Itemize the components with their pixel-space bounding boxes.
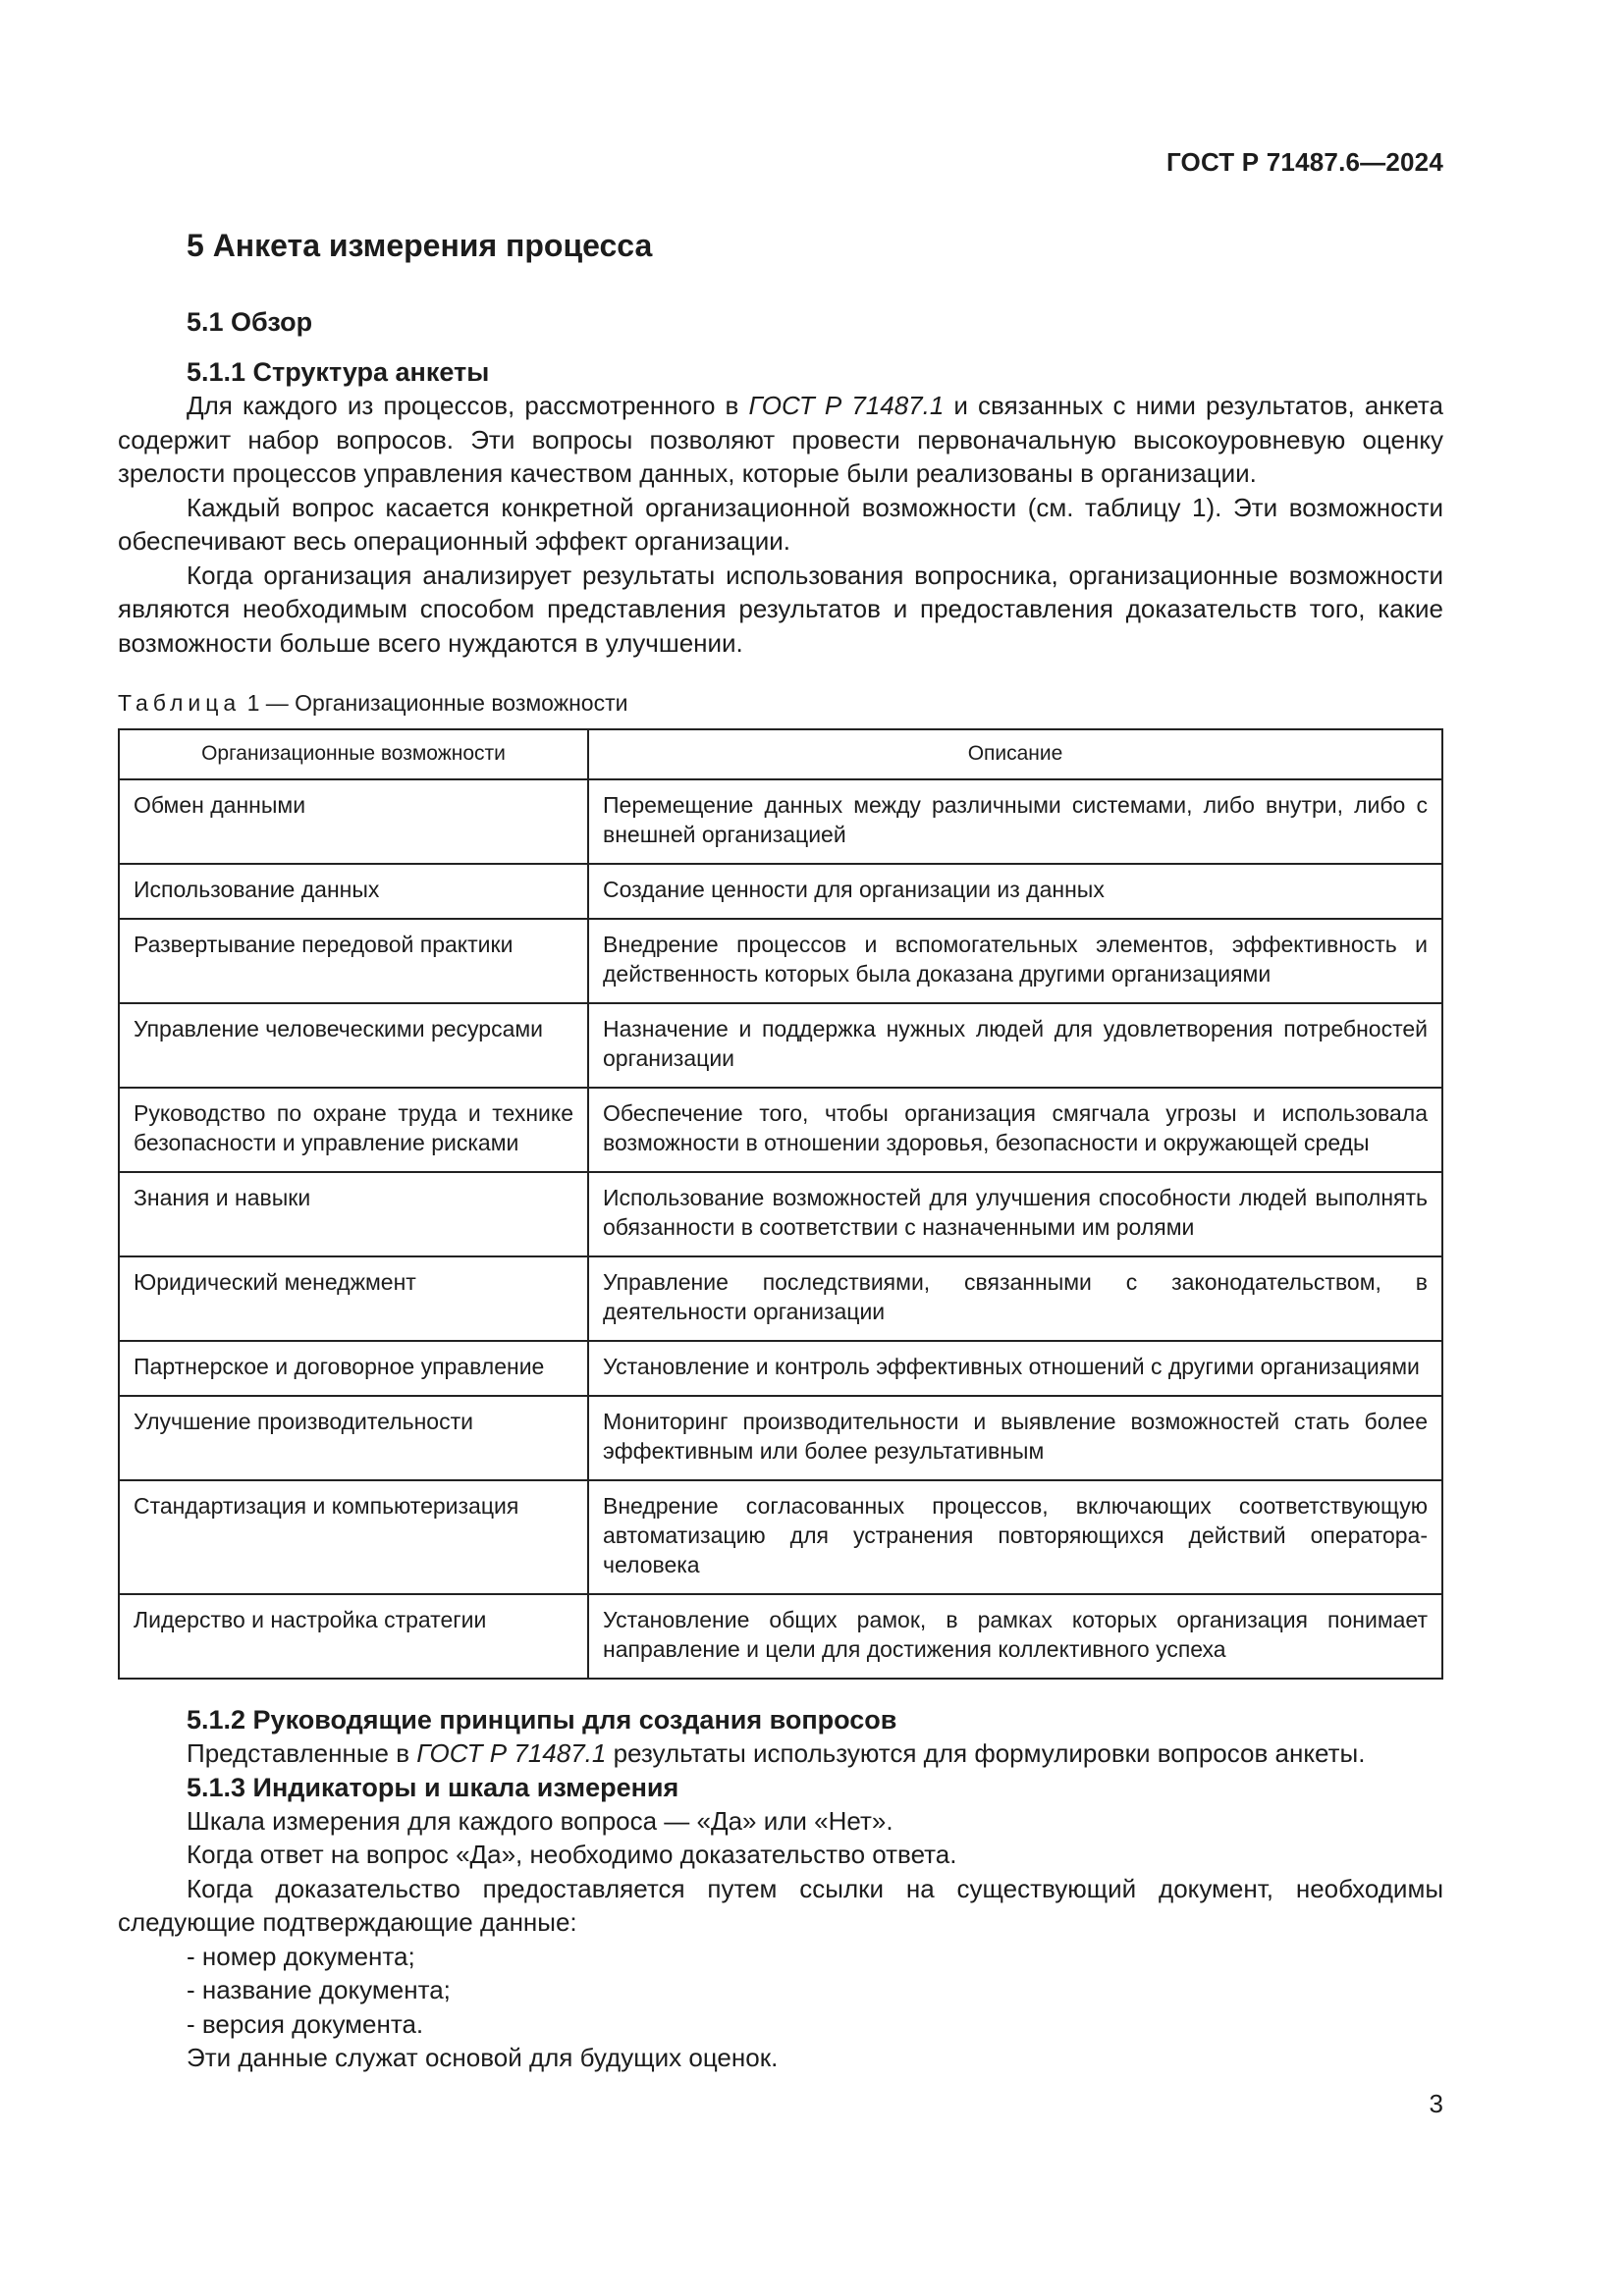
paragraph-evidence: Когда ответ на вопрос «Да», необходимо доказательство ответа.	[187, 1840, 957, 1869]
capability-cell: Использование данных	[119, 864, 588, 919]
subsection-title-5-1-1: 5.1.1 Структура анкеты	[187, 357, 490, 387]
subsection-title-5-1-3: 5.1.3 Индикаторы и шкала измерения	[187, 1772, 679, 1802]
subsection-title-5-1: 5.1 Обзор	[187, 307, 313, 337]
description-cell: Использование возможностей для улучшения способности людей выполнять обязанности в соответствии с назначенными им ролями	[588, 1172, 1442, 1256]
table-row	[119, 919, 1442, 1003]
paragraph-capabilities: Каждый вопрос касается конкретной организационной возможности (см. таблицу 1). Эти возможности обеспечивают весь операционный эффект организации.	[118, 492, 1443, 556]
capability-cell: Знания и навыки	[119, 1172, 588, 1256]
description-cell: Создание ценности для организации из данных	[588, 864, 1442, 919]
paragraph-analysis: Когда организация анализирует результаты использования вопросника, организационные возможности являются необходимым способом представления результатов и предоставления доказательств того, какие возможности больше всего нуждаются в улучшении.	[118, 560, 1443, 658]
subsection-title-5-1-2: 5.1.2 Руководящие принципы для создания вопросов	[187, 1705, 897, 1735]
description-cell: Назначение и поддержка нужных людей для удовлетворения потребностей организации	[588, 1003, 1442, 1088]
capability-cell: Обмен данными	[119, 779, 588, 864]
standard-reference: ГОСТ Р 71487.1	[416, 1738, 607, 1768]
paragraph-scale: Шкала измерения для каждого вопроса — «Да» или «Нет».	[187, 1805, 893, 1836]
paragraph-guidelines: Представленные в ГОСТ Р 71487.1 результаты используются для формулировки вопросов анкеты.	[187, 1738, 1366, 1768]
table-row	[119, 1003, 1442, 1088]
description-cell: Установление общих рамок, в рамках которых организация понимает направление и цели для достижения коллективного успеха	[588, 1594, 1442, 1679]
capability-cell: Управление человеческими ресурсами	[119, 1003, 588, 1088]
description-cell: Обеспечение того, чтобы организация смягчала угрозы и использовала возможности в отношении здоровья, безопасности и окружающей среды	[588, 1088, 1442, 1172]
description-cell: Мониторинг производительности и выявление возможностей стать более эффективным или более результативным	[588, 1396, 1442, 1480]
capability-cell: Юридический менеджмент	[119, 1256, 588, 1341]
table-row	[119, 1480, 1442, 1594]
table-row	[119, 779, 1442, 864]
page-number: 3	[1429, 2089, 1443, 2118]
list-item: - версия документа.	[187, 2008, 424, 2039]
paragraph-basis: Эти данные служат основой для будущих оценок.	[187, 2043, 779, 2072]
table-header-row	[119, 729, 1442, 779]
table-row	[119, 1396, 1442, 1480]
table-row	[119, 1088, 1442, 1172]
table-row	[119, 1256, 1442, 1341]
description-cell: Управление последствиями, связанными с законодательством, в деятельности организации	[588, 1256, 1442, 1341]
list-item: - название документа;	[187, 1975, 451, 2004]
description-cell: Установление и контроль эффективных отношений с другими организациями	[588, 1341, 1442, 1396]
table-row	[119, 1594, 1442, 1679]
paragraph-structure: Для каждого из процессов, рассмотренного в ГОСТ Р 71487.1 и связанных с ними результатов, анкета содержит набор вопросов. Эти вопросы позволяют провести первоначальную высокоуровневую оценку зрелости процессов управления качеством данных, которые были реализованы в организации.	[118, 391, 1444, 488]
capability-cell: Лидерство и настройка стратегии	[119, 1594, 588, 1679]
capability-cell: Руководство по охране труда и технике безопасности и управление рисками	[119, 1088, 588, 1172]
section-title: 5 Анкета измерения процесса	[187, 228, 653, 263]
list-item: - номер документа;	[187, 1941, 415, 1971]
supporting-data-list	[118, 1940, 1443, 2042]
column-header-description: Описание	[588, 729, 1442, 779]
table-row	[119, 1172, 1442, 1256]
table-caption: Таблица 1 — Организационные возможности	[118, 690, 628, 716]
capabilities-table	[118, 728, 1443, 1680]
page-content	[118, 224, 1443, 2075]
guidelines-section	[118, 1703, 1443, 2075]
capability-cell: Партнерское и договорное управление	[119, 1341, 588, 1396]
paragraph-reference: Когда доказательство предоставляется путем ссылки на существующий документ, необходимы следующие подтверждающие данные:	[118, 1873, 1443, 1937]
capability-cell: Улучшение производительности	[119, 1396, 588, 1480]
capability-cell: Развертывание передовой практики	[119, 919, 588, 1003]
table-row	[119, 864, 1442, 919]
capability-cell: Стандартизация и компьютеризация	[119, 1480, 588, 1594]
column-header-capability: Организационные возможности	[119, 729, 588, 779]
table-row	[119, 1341, 1442, 1396]
description-cell: Перемещение данных между различными системами, либо внутри, либо с внешней организацией	[588, 779, 1442, 864]
description-cell: Внедрение согласованных процессов, включающих соответствующую автоматизацию для устранения повторяющихся действий оператора-человека	[588, 1480, 1442, 1594]
document-code: ГОСТ Р 71487.6—2024	[1165, 147, 1443, 177]
description-cell: Внедрение процессов и вспомогательных элементов, эффективность и действенность которых была доказана другими организациями	[588, 919, 1442, 1003]
standard-reference: ГОСТ Р 71487.1	[748, 391, 945, 420]
